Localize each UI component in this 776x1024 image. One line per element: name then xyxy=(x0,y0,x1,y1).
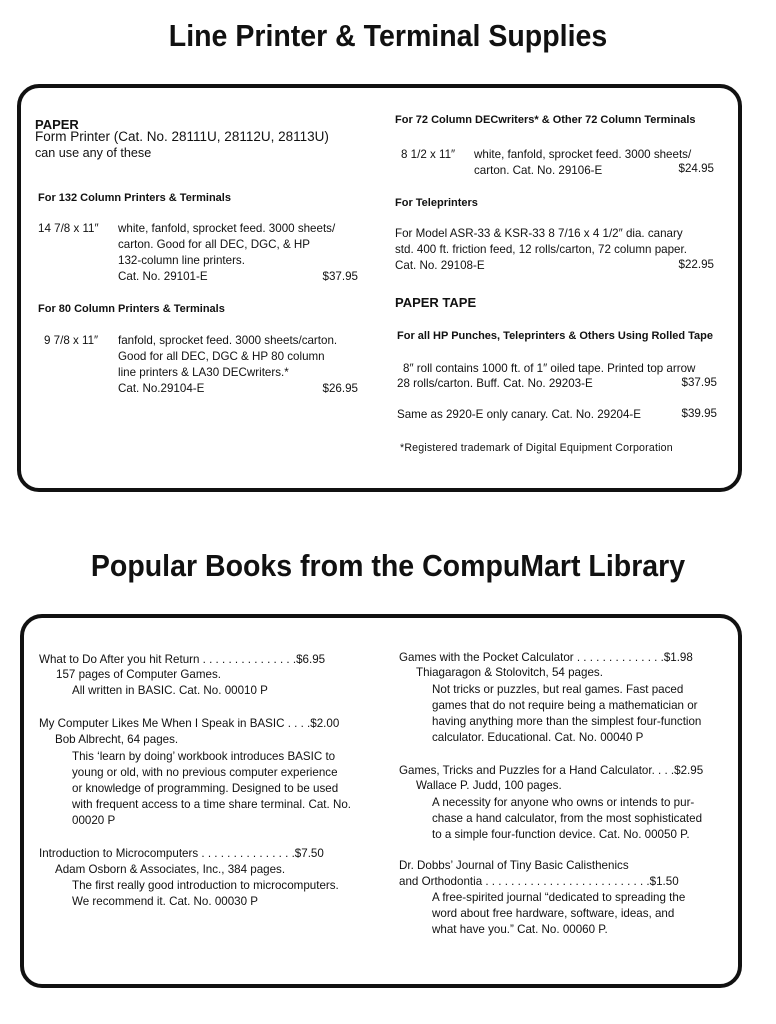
book-title-line: My Computer Likes Me When I Speak in BASIC . . . .$2.00 xyxy=(39,717,340,730)
desc-132-line3: 132-column line printers. xyxy=(118,254,245,267)
library-title: Popular Books from the CompuMart Library xyxy=(90,548,686,583)
book-desc-line: or knowledge of programming. Designed to be used xyxy=(72,782,339,795)
desc-72-line2: carton. Cat. No. 29106-E xyxy=(474,164,603,177)
paper-tape-heading: PAPER TAPE xyxy=(395,295,477,310)
book-desc-line: having anything more than the simplest four-function xyxy=(432,715,702,728)
desc-80-line3: line printers & LA30 DECwriters.* xyxy=(118,366,289,379)
price-132: $37.95 xyxy=(322,270,358,283)
book-desc-line: calculator. Educational. Cat. No. 00040 P xyxy=(432,731,644,744)
book-title-line: Games with the Pocket Calculator . . . . . . . . . . . . . .$1.98 xyxy=(399,651,693,664)
tape-price2: $39.95 xyxy=(681,407,717,420)
book-desc-line: games that do not require being a mathematician or xyxy=(432,699,698,712)
book-desc-line: This ‘learn by doing’ workbook introduces BASIC to xyxy=(72,750,336,763)
supplies-title: Line Printer & Terminal Supplies xyxy=(168,18,608,53)
book-desc-line: A necessity for anyone who owns or intends to pur- xyxy=(432,796,695,809)
book-desc-line: The first really good introduction to microcomputers. xyxy=(72,879,339,892)
book-desc-line: with frequent access to a time share terminal. Cat. No. xyxy=(72,798,352,811)
teleprinters-line2: std. 400 ft. friction feed, 12 rolls/carton, 72 column paper. xyxy=(395,243,687,256)
heading-teleprinters: For Teleprinters xyxy=(395,197,478,209)
book-desc-line: chase a hand calculator, from the most sophisticated xyxy=(432,812,703,825)
book-author: Wallace P. Judd, 100 pages. xyxy=(416,779,562,792)
book-desc-line: A free-spirited journal “dedicated to spreading the xyxy=(432,891,686,904)
teleprinters-price: $22.95 xyxy=(678,258,714,271)
desc-132-line1: white, fanfold, sprocket feed. 3000 sheets/ xyxy=(118,222,336,235)
cat-80: Cat. No.29104-E xyxy=(118,382,205,395)
desc-72-line1: white, fanfold, sprocket feed. 3000 sheets/ xyxy=(474,148,692,161)
book-desc-line: young or old, with no previous computer experience xyxy=(72,766,338,779)
desc-80-line1: fanfold, sprocket feed. 3000 sheets/carton. xyxy=(118,334,338,347)
size-80: 9 7/8 x 11″ xyxy=(44,334,99,347)
heading-rolled-tape: For all HP Punches, Teleprinters & Others Using Rolled Tape xyxy=(397,330,714,342)
size-72: 8 1/2 x 11″ xyxy=(401,148,456,161)
desc-80-line2: Good for all DEC, DGC & HP 80 column xyxy=(118,350,325,363)
book-author: Thiagaragon & Stolovitch, 54 pages. xyxy=(416,666,603,679)
teleprinters-line1: For Model ASR-33 & KSR-33 8 7/16 x 4 1/2″ dia. canary xyxy=(395,227,683,240)
book-title-line: and Orthodontia . . . . . . . . . . . . . . . . . . . . . . . . . .$1.50 xyxy=(399,875,679,888)
book-desc-line: to a simple four-function device. Cat. No. 00050 P. xyxy=(432,828,690,841)
book-desc-line: We recommend it. Cat. No. 00030 P xyxy=(72,895,259,908)
form-printer-line: Form Printer (Cat. No. 28111U, 28112U, 28113U) xyxy=(35,129,329,144)
desc-132-line2: carton. Good for all DEC, DGC, & HP xyxy=(118,238,311,251)
can-use-line: can use any of these xyxy=(35,146,152,160)
book-author: 157 pages of Computer Games. xyxy=(56,668,221,681)
cat-132: Cat. No. 29101-E xyxy=(118,270,208,283)
book-desc-line: All written in BASIC. Cat. No. 00010 P xyxy=(72,684,268,697)
teleprinters-cat: Cat. No. 29108-E xyxy=(395,259,485,272)
book-title-line: Games, Tricks and Puzzles for a Hand Calculator. . . .$2.95 xyxy=(399,764,704,777)
book-author: Bob Albrecht, 64 pages. xyxy=(55,733,179,746)
tape-line2: 28 rolls/carton. Buff. Cat. No. 29203-E xyxy=(397,377,593,390)
tape-line3: Same as 2920-E only canary. Cat. No. 29204-E xyxy=(397,408,642,421)
book-title-line: Introduction to Microcomputers . . . . . . . . . . . . . . .$7.50 xyxy=(39,847,324,860)
price-80: $26.95 xyxy=(322,382,358,395)
book-desc-line: what have you.” Cat. No. 00060 P. xyxy=(432,923,608,936)
heading-132-column: For 132 Column Printers & Terminals xyxy=(38,192,231,204)
trademark-footnote: *Registered trademark of Digital Equipment Corporation xyxy=(400,442,673,454)
heading-80-column: For 80 Column Printers & Terminals xyxy=(38,303,225,315)
tape-line1: 8″ roll contains 1000 ft. of 1″ oiled tape. Printed top arrow xyxy=(403,362,696,375)
paper-heading: PAPER xyxy=(35,117,79,132)
book-title-line: Dr. Dobbs’ Journal of Tiny Basic Calisthenics xyxy=(399,859,629,872)
book-desc-line: 00020 P xyxy=(72,814,116,827)
size-132: 14 7/8 x 11″ xyxy=(38,222,99,235)
book-desc-line: word about free hardware, software, ideas, and xyxy=(432,907,675,920)
book-author: Adam Osborn & Associates, Inc., 384 pages. xyxy=(55,863,286,876)
price-72: $24.95 xyxy=(678,162,714,175)
book-title-line: What to Do After you hit Return . . . . . . . . . . . . . . .$6.95 xyxy=(39,653,326,666)
heading-72-column: For 72 Column DECwriters* & Other 72 Column Terminals xyxy=(395,114,696,126)
tape-price1: $37.95 xyxy=(681,376,717,389)
book-desc-line: Not tricks or puzzles, but real games. Fast paced xyxy=(432,683,684,696)
